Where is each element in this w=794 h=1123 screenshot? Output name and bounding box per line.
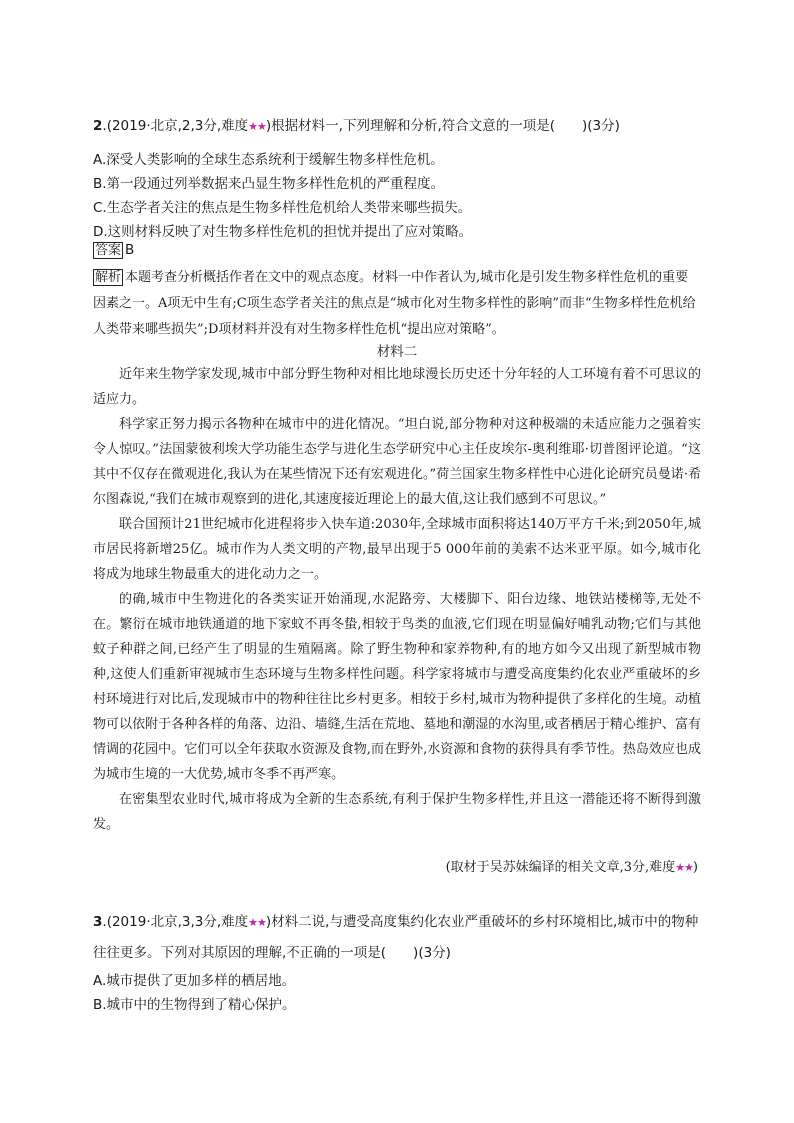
answer-tag: 答案 [95, 243, 122, 258]
material-passage [93, 362, 701, 837]
option-b: B.城市中的生物得到了精心保护。 [93, 997, 296, 1013]
question-2-stem [93, 114, 713, 134]
question-meta: .(2019·北京,2,3分,难度 [102, 118, 249, 134]
analysis-tag: 解析 [95, 270, 122, 285]
source-close: ) [692, 860, 698, 875]
difficulty-stars: ★★ [248, 120, 266, 133]
source-citation [446, 856, 698, 875]
question-number: 2 [93, 118, 103, 134]
difficulty-stars: ★★ [248, 916, 266, 929]
option-a: A.深受人类影响的全球生态系统利于缓解生物多样性危机。 [93, 152, 444, 168]
answer-value: B [125, 242, 135, 258]
passage-paragraph: 科学家正努力揭示各物种在城市中的进化情况。“坦白说,部分物种对这种极端的未适应能力之强着实令人惊叹。”法国蒙彼利埃大学功能生态学与进化生态学研究中心主任皮埃尔-奥利维耶·切普图评论道。“这其中不仅存在微观进化,我认为在某些情况下还有宏观进化。”荷兰国家生物多样性中心进化论研究员曼诺·希尔图森说,“我们在城市观察到的进化,其速度接近理论上的最大值,这让我们感到不可思议。” [93, 417, 701, 507]
option-c: C.生态学者关注的焦点是生物多样性危机给人类带来哪些损失。 [93, 200, 472, 216]
answer-line [93, 242, 134, 259]
option-b: B.第一段通过列举数据来凸显生物多样性危机的严重程度。 [93, 176, 445, 192]
analysis-text: 本题考查分析概括作者在文中的观点态度。材料一中作者认为,城市化是引发生物多样性危机的重要因素之一。A项无中生有;C项生态学者关注的焦点是“城市化对生物多样性的影响”而非“生物多样性危机给人类带来哪些损失”;D项材料并没有对生物多样性危机“提出应对策略”。 [93, 270, 696, 337]
passage-paragraph: 近年来生物学家发现,城市中部分野生物种对相比地球漫长历史还十分年轻的人工环境有着不可思议的适应力。 [93, 367, 701, 407]
analysis-block [93, 265, 701, 343]
question-number: 3 [93, 914, 103, 930]
question-text: )材料二说,与遭受高度集约化农业严重破坏的乡村环境相比,城市中的物种往往更多。下列对其原因的理解,不正确的一项是( )(3分) [93, 914, 699, 961]
question-text: )根据材料一,下列理解和分析,符合文意的一项是( )(3分) [265, 118, 620, 134]
question-3-block [93, 907, 701, 1017]
option-a: A.城市提供了更加多样的栖居地。 [93, 973, 296, 989]
passage-paragraph: 在密集型农业时代,城市将成为全新的生态系统,有利于保护生物多样性,并且这一潜能还将不断得到激发。 [93, 792, 701, 832]
passage-paragraph: 联合国预计21世纪城市化进程将步入快车道:2030年,全球城市面积将达140万平方千米;到2050年,城市居民将新增25亿。城市作为人类文明的产物,最早出现于5 000年前的美索不达米亚平原。如今,城市化将成为地球生物最重大的进化动力之一。 [93, 517, 701, 582]
source-text: (取材于吴苏妹编译的相关文章,3分,难度 [445, 860, 676, 875]
passage-paragraph: 的确,城市中生物进化的各类实证开始涌现,水泥路旁、大楼脚下、阳台边缘、地铁站楼梯等,无处不在。繁衍在城市地铁通道的地下家蚊不再冬蛰,相较于鸟类的血液,它们现在明显偏好哺乳动物;它们与其他蚊子种群之间,已经产生了明显的生殖隔离。除了野生物种和家养物种,有的地方如今又出现了新型城市物种,这使人们重新审视城市生态环境与生物多样性问题。科学家将城市与遭受高度集约化农业严重破坏的乡村环境进行对比后,发现城市中的物种往往比乡村更多。相较于乡村,城市为物种提供了多样化的生境。动植物可以依附于各种各样的角落、边沿、墙缝,生活在荒地、墓地和潮湿的水沟里,或者栖居于精心维护、富有情调的花园中。它们可以全年获取水资源及食物,而在野外,水资源和食物的获得具有季节性。热岛效应也成为城市生境的一大优势,城市冬季不再严寒。 [93, 592, 701, 782]
material-title: 材料二 [376, 344, 418, 360]
option-d: D.这则材料反映了对生物多样性危机的担忧并提出了应对策略。 [93, 224, 473, 240]
question-meta: .(2019·北京,3,3分,难度 [102, 914, 249, 930]
difficulty-stars: ★★ [675, 861, 693, 874]
question-3-stem [93, 907, 701, 969]
